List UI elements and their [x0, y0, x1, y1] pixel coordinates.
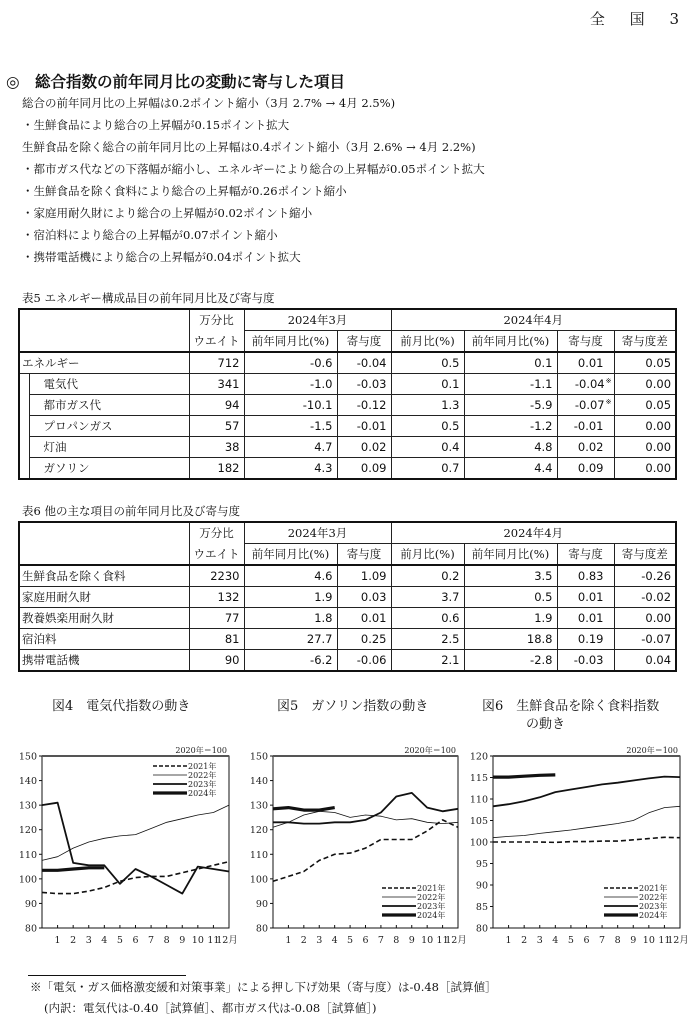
y-tick-label: 105 — [470, 816, 488, 827]
x-tick-label: 11 — [207, 935, 220, 946]
y-tick-label: 90 — [24, 898, 37, 910]
apr-mom: 0.6 — [391, 608, 464, 629]
footnote-line-1: ※「電気・ガス価格激変緩和対策事業」による押し下げ効果（寄与度）は-0.48［試算値］ — [30, 980, 497, 994]
y-tick-label: 110 — [249, 849, 268, 861]
legend-label: 2021年 — [417, 884, 446, 893]
x-tick-label: 1 — [54, 935, 61, 946]
series-line-2024 — [493, 775, 555, 777]
apr-mom: 1.3 — [391, 395, 464, 416]
apr-contrib: 0.01 — [557, 352, 614, 374]
y-tick-label: 100 — [470, 837, 488, 849]
contrib-diff: 0.00 — [614, 374, 676, 395]
mar-contrib: 1.09 — [337, 565, 391, 587]
header-apr-mom: 前月比(%) — [391, 331, 464, 353]
header-apr-yoy: 前年同月比(%) — [464, 331, 557, 353]
row-name: エネルギー — [19, 352, 189, 374]
apr-contrib: 0.02 — [557, 437, 614, 458]
mar-contrib: -0.06 — [337, 650, 391, 672]
legend-label: 2022年 — [188, 771, 217, 780]
x-tick-label: 7 — [599, 935, 606, 946]
table-row — [19, 352, 676, 374]
apr-mom: 0.5 — [391, 352, 464, 374]
weight: 77 — [189, 608, 244, 629]
y-tick-label: 150 — [249, 751, 268, 763]
apr-yoy: -1.1 — [464, 374, 557, 395]
x-tick-label: 5 — [347, 935, 354, 946]
weight: 57 — [189, 416, 244, 437]
table-row — [19, 587, 676, 608]
weight: 712 — [189, 352, 244, 374]
chart5 — [240, 740, 470, 960]
apr-yoy: 0.1 — [464, 352, 557, 374]
legend-label: 2021年 — [188, 762, 217, 771]
apr-yoy: 1.9 — [464, 608, 557, 629]
y-tick-label: 95 — [475, 859, 488, 870]
mar-contrib: 0.02 — [337, 437, 391, 458]
header-blank — [19, 522, 189, 565]
x-tick-label: 3 — [536, 935, 543, 946]
apr-contrib: -0.01 — [557, 416, 614, 437]
table-row — [19, 608, 676, 629]
apr-contrib: -0.04 — [574, 377, 605, 391]
apr-mom: 0.5 — [391, 416, 464, 437]
x-tick-label: 5 — [567, 935, 574, 946]
table5-caption: 表5 エネルギー構成品目の前年同月比及び寄与度 — [22, 291, 275, 305]
header-mar-yoy: 前年同月比(%) — [244, 331, 337, 353]
legend-label: 2023年 — [417, 902, 446, 911]
apr-mom: 3.7 — [391, 587, 464, 608]
mar-contrib: -0.03 — [337, 374, 391, 395]
legend-label: 2023年 — [188, 780, 217, 789]
row-name: 灯油 — [29, 437, 189, 458]
footnote-mark: ※ — [605, 398, 612, 406]
weight: 132 — [189, 587, 244, 608]
footnote-mark: ※ — [605, 377, 612, 385]
chart6-title-line1: 図6 生鮮食品を除く食料指数 — [482, 699, 660, 714]
chart4-title: 図4 電気代指数の動き — [52, 699, 191, 714]
page-label: 全 国 3 — [589, 10, 689, 28]
y-tick-label: 140 — [249, 776, 268, 788]
apr-yoy: 4.8 — [464, 437, 557, 458]
x-tick-label: 6 — [583, 935, 590, 946]
summary-line: ・生鮮食品を除く食料により総合の上昇幅が0.26ポイント縮小 — [22, 184, 347, 198]
apr-mom: 2.5 — [391, 629, 464, 650]
header-weight-top: 万分比 — [189, 309, 244, 331]
mar-yoy: -0.6 — [244, 352, 337, 374]
mar-contrib: 0.25 — [337, 629, 391, 650]
header-apr: 2024年4月 — [391, 522, 676, 544]
header-apr-contrib: 寄与度 — [557, 544, 614, 566]
header-mar-yoy: 前年同月比(%) — [244, 544, 337, 566]
apr-mom: 2.1 — [391, 650, 464, 672]
summary-line: ・宿泊料により総合の上昇幅が0.07ポイント縮小 — [22, 228, 278, 242]
apr-contrib-cell — [557, 374, 614, 395]
contrib-diff: -0.26 — [614, 565, 676, 587]
mar-yoy: 4.6 — [244, 565, 337, 587]
weight: 341 — [189, 374, 244, 395]
legend-label: 2022年 — [639, 893, 668, 902]
table-row — [19, 650, 676, 672]
apr-mom: 0.1 — [391, 374, 464, 395]
y-tick-label: 120 — [18, 825, 37, 837]
x-tick-label: 6 — [132, 935, 139, 946]
header-mar: 2024年3月 — [244, 309, 391, 331]
footnote-line-2: (内訳：電気代は-0.40［試算値］、都市ガス代は-0.08［試算値］) — [44, 1001, 377, 1015]
series-line-2023 — [42, 803, 229, 894]
legend-label: 2024年 — [188, 789, 217, 798]
header-blank — [19, 309, 189, 352]
header-apr-contrib-diff: 寄与度差 — [614, 331, 676, 353]
x-tick-label: 2 — [521, 935, 528, 946]
x-tick-label: 4 — [101, 935, 108, 946]
apr-mom: 0.4 — [391, 437, 464, 458]
table-row — [19, 395, 676, 416]
summary-line: 生鮮食品を除く総合の前年同月比の上昇幅は0.4ポイント縮小（3月 2.6% → 4月 2.2%) — [22, 140, 476, 154]
x-tick-label: 10 — [642, 935, 655, 946]
legend-label: 2024年 — [639, 911, 668, 920]
x-tick-label: 3 — [316, 935, 323, 946]
table6-caption: 表6 他の主な項目の前年同月比及び寄与度 — [22, 504, 240, 518]
header-apr-contrib-diff: 寄与度差 — [614, 544, 676, 566]
row-name: 宿泊料 — [19, 629, 189, 650]
y-tick-label: 130 — [18, 800, 37, 812]
mar-yoy: 4.7 — [244, 437, 337, 458]
summary-line: ・都市ガス代などの下落幅が縮小し、エネルギーにより総合の上昇幅が0.05ポイント拡大 — [22, 162, 485, 176]
apr-contrib: 0.01 — [557, 608, 614, 629]
apr-yoy: 18.8 — [464, 629, 557, 650]
contrib-diff: 0.05 — [614, 395, 676, 416]
series-line-2021 — [493, 837, 680, 842]
footnote-rule — [28, 975, 186, 976]
x-tick-label: 10 — [191, 935, 204, 946]
mar-contrib: 0.01 — [337, 608, 391, 629]
contrib-diff: 0.04 — [614, 650, 676, 672]
table-row — [19, 437, 676, 458]
weight: 94 — [189, 395, 244, 416]
header-mar-contrib: 寄与度 — [337, 544, 391, 566]
x-tick-label: 1 — [505, 935, 512, 946]
x-tick-label: 6 — [362, 935, 369, 946]
row-name: 電気代 — [29, 374, 189, 395]
mar-yoy: 4.3 — [244, 458, 337, 480]
chart4 — [0, 740, 240, 960]
y-tick-label: 140 — [18, 776, 37, 788]
summary-line: 総合の前年同月比の上昇幅は0.2ポイント縮小（3月 2.7% → 4月 2.5%) — [22, 96, 396, 110]
table-row — [19, 416, 676, 437]
contrib-diff: 0.05 — [614, 352, 676, 374]
apr-yoy: 0.5 — [464, 587, 557, 608]
legend-label: 2022年 — [417, 893, 446, 902]
apr-mom: 0.2 — [391, 565, 464, 587]
summary-line: ・生鮮食品により総合の上昇幅が0.15ポイント拡大 — [22, 118, 290, 132]
mar-contrib: 0.09 — [337, 458, 391, 480]
y-tick-label: 150 — [18, 751, 37, 763]
header-weight-top: 万分比 — [189, 522, 244, 544]
weight: 38 — [189, 437, 244, 458]
x-tick-label: 9 — [630, 935, 637, 946]
row-name: プロパンガス — [29, 416, 189, 437]
weight: 81 — [189, 629, 244, 650]
series-line-2022 — [493, 806, 680, 837]
row-name: 都市ガス代 — [29, 395, 189, 416]
mar-contrib: 0.03 — [337, 587, 391, 608]
header-apr-contrib: 寄与度 — [557, 331, 614, 353]
apr-contrib: 0.01 — [557, 587, 614, 608]
summary-line: ・携帯電話機により総合の上昇幅が0.04ポイント拡大 — [22, 250, 301, 264]
x-tick-label: 3 — [85, 935, 92, 946]
contrib-diff: 0.00 — [614, 437, 676, 458]
table6 — [18, 521, 677, 672]
apr-yoy: -2.8 — [464, 650, 557, 672]
x-tick-label: 2 — [70, 935, 77, 946]
y-tick-label: 80 — [24, 923, 37, 935]
weight: 90 — [189, 650, 244, 672]
weight: 2230 — [189, 565, 244, 587]
x-tick-label: 4 — [552, 935, 559, 946]
y-tick-label: 120 — [249, 825, 268, 837]
table5 — [18, 308, 677, 480]
row-name: 家庭用耐久財 — [19, 587, 189, 608]
chart6 — [470, 740, 697, 960]
x-tick-label: 1 — [285, 935, 292, 946]
x-tick-label: 4 — [331, 935, 338, 946]
legend-label: 2023年 — [639, 902, 668, 911]
y-tick-label: 100 — [18, 874, 37, 886]
apr-contrib: 0.19 — [557, 629, 614, 650]
x-tick-label: 2 — [300, 935, 307, 946]
mar-contrib: -0.01 — [337, 416, 391, 437]
apr-yoy: 3.5 — [464, 565, 557, 587]
mar-yoy: 1.8 — [244, 608, 337, 629]
x-tick-label: 8 — [163, 935, 170, 946]
x-tick-label: 12月 — [667, 935, 689, 946]
y-tick-label: 85 — [475, 902, 488, 913]
apr-contrib: 0.09 — [557, 458, 614, 480]
header-weight-bottom: ウエイト — [189, 331, 244, 353]
y-tick-label: 110 — [18, 849, 37, 861]
y-tick-label: 80 — [475, 923, 488, 935]
apr-yoy: 4.4 — [464, 458, 557, 480]
x-tick-label: 11 — [658, 935, 671, 946]
legend-label: 2021年 — [639, 884, 668, 893]
x-tick-label: 7 — [377, 935, 384, 946]
apr-contrib-cell — [557, 395, 614, 416]
table-row — [19, 565, 676, 587]
legend-label: 2024年 — [417, 911, 446, 920]
mar-yoy: -1.0 — [244, 374, 337, 395]
chart6-title-line2: の動き — [526, 717, 566, 732]
contrib-diff: 0.00 — [614, 416, 676, 437]
base-note: 2020年＝100 — [626, 746, 678, 755]
x-tick-label: 10 — [421, 935, 434, 946]
row-name: 生鮮食品を除く食料 — [19, 565, 189, 587]
y-tick-label: 110 — [470, 794, 488, 806]
series-line-2021 — [273, 820, 458, 881]
table-row — [19, 629, 676, 650]
apr-yoy: -1.2 — [464, 416, 557, 437]
table-row — [19, 374, 676, 395]
x-tick-label: 12月 — [445, 935, 467, 946]
apr-mom: 0.7 — [391, 458, 464, 480]
header-weight-bottom: ウエイト — [189, 544, 244, 566]
x-tick-label: 11 — [436, 935, 449, 946]
mar-yoy: 1.9 — [244, 587, 337, 608]
contrib-diff: 0.00 — [614, 458, 676, 480]
x-tick-label: 8 — [614, 935, 621, 946]
series-line-2023 — [493, 777, 680, 807]
summary-line: ・家庭用耐久財により総合の上昇幅が0.02ポイント縮小 — [22, 206, 313, 220]
chart5-title: 図5 ガソリン指数の動き — [277, 699, 429, 714]
header-mar-contrib: 寄与度 — [337, 331, 391, 353]
weight: 182 — [189, 458, 244, 480]
series-line-2024 — [42, 868, 104, 871]
section-heading: ◎ 総合指数の前年同月比の変動に寄与した項目 — [6, 73, 346, 91]
base-note: 2020年＝100 — [404, 746, 456, 755]
mar-contrib: -0.04 — [337, 352, 391, 374]
apr-contrib: -0.07 — [574, 398, 605, 412]
contrib-diff: -0.02 — [614, 587, 676, 608]
contrib-diff: 0.00 — [614, 608, 676, 629]
y-tick-label: 80 — [255, 923, 268, 935]
mar-contrib: -0.12 — [337, 395, 391, 416]
header-apr-yoy: 前年同月比(%) — [464, 544, 557, 566]
y-tick-label: 115 — [470, 773, 488, 784]
row-name: ガソリン — [29, 458, 189, 480]
header-mar: 2024年3月 — [244, 522, 391, 544]
apr-contrib: -0.03 — [557, 650, 614, 672]
row-name: 携帯電話機 — [19, 650, 189, 672]
table-row — [19, 458, 676, 480]
mar-yoy: -1.5 — [244, 416, 337, 437]
mar-yoy: -10.1 — [244, 395, 337, 416]
y-tick-label: 100 — [249, 874, 268, 886]
mar-yoy: -6.2 — [244, 650, 337, 672]
y-tick-label: 90 — [255, 898, 268, 910]
row-name: 教養娯楽用耐久財 — [19, 608, 189, 629]
indent-bar — [19, 374, 29, 480]
x-tick-label: 9 — [179, 935, 186, 946]
apr-contrib: 0.83 — [557, 565, 614, 587]
contrib-diff: -0.07 — [614, 629, 676, 650]
header-apr: 2024年4月 — [391, 309, 676, 331]
y-tick-label: 120 — [470, 751, 488, 763]
x-tick-label: 12月 — [216, 935, 238, 946]
apr-yoy: -5.9 — [464, 395, 557, 416]
header-apr-mom: 前月比(%) — [391, 544, 464, 566]
x-tick-label: 5 — [116, 935, 123, 946]
base-note: 2020年＝100 — [175, 746, 227, 755]
x-tick-label: 8 — [393, 935, 400, 946]
series-line-2024 — [273, 808, 335, 811]
x-tick-label: 9 — [408, 935, 415, 946]
y-tick-label: 130 — [249, 800, 268, 812]
mar-yoy: 27.7 — [244, 629, 337, 650]
x-tick-label: 7 — [148, 935, 155, 946]
y-tick-label: 90 — [475, 880, 488, 892]
